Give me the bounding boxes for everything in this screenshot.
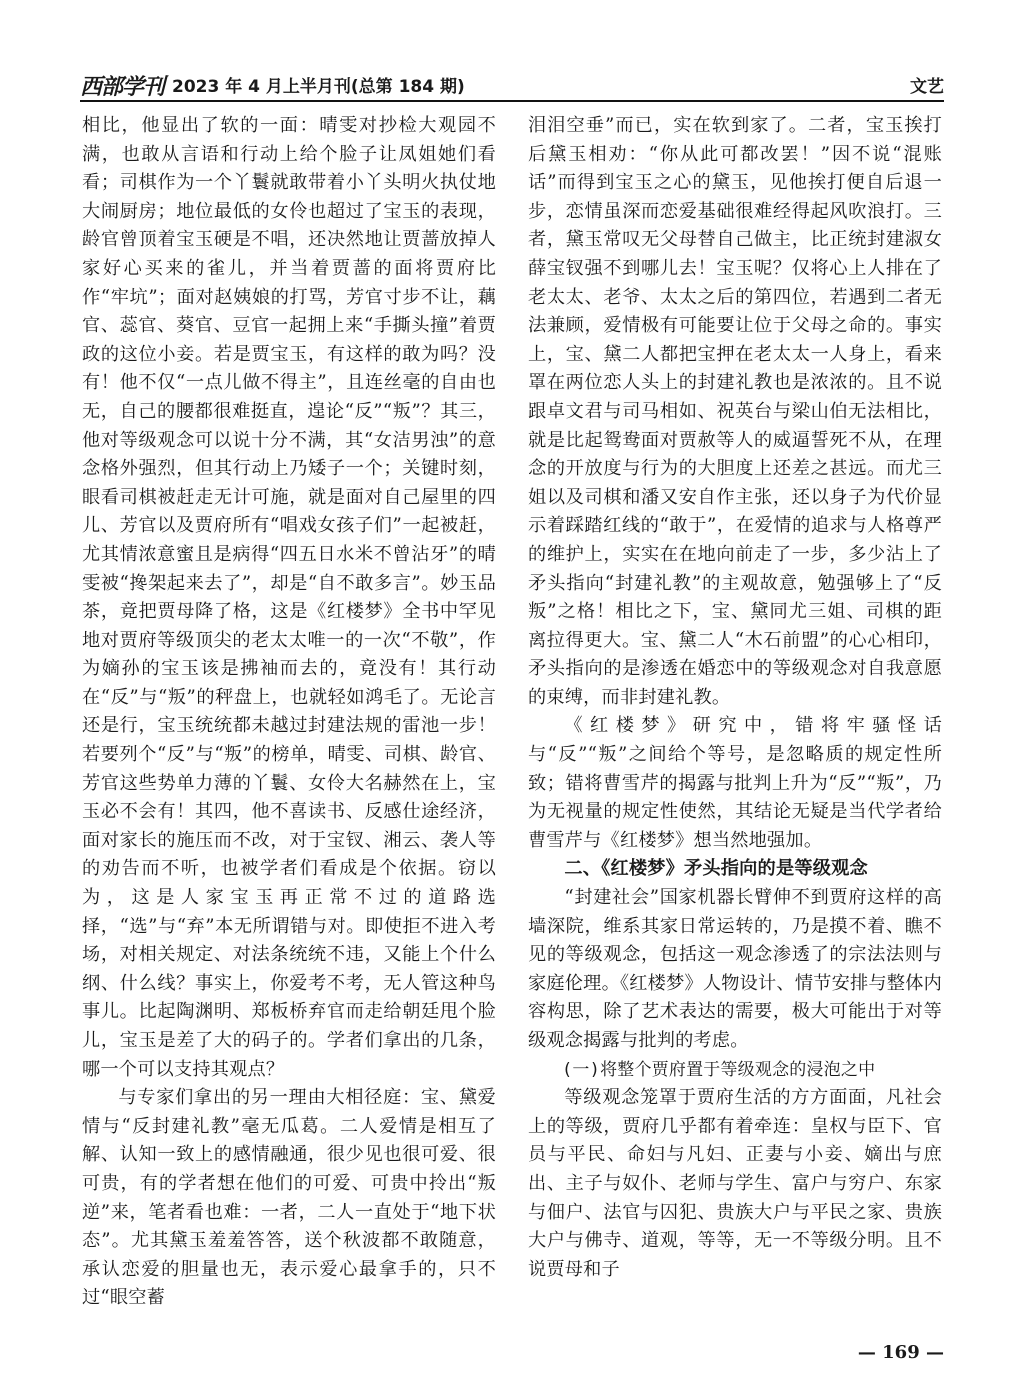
running-header (80, 66, 944, 100)
section-name: 文艺 (910, 77, 944, 97)
paragraph: 《红楼梦》研究中，错将牢骚怪话与“反”“叛”之间给个等号，是忽略质的规定性所致；错将曹雪芹的揭露与批判上升为“反”“叛”，乃为无视量的规定性使然，其结论无疑是当代学者给曹雪芹与《红楼梦》想当然地强加。 (528, 715, 942, 851)
subsection-heading: (一)将整个贾府置于等级观念的浸泡之中 (562, 1059, 876, 1080)
paragraph: “封建社会”国家机器长臂伸不到贾府这样的高墙深院，维系其家日常运转的，乃是摸不着、瞧不见的等级观念，包括这一观念渗透了的宗法法则与家庭伦理。《红楼梦》人物设计、情节安排与整体内容构思，除了艺术表达的需要，极大可能出于对等级观念揭露与批判的考虑。 (528, 887, 942, 1051)
issue-info: 2023 年 4 月上半月刊(总第 184 期) (172, 77, 465, 97)
page-number: — 169 — (857, 1342, 944, 1363)
header-rule (80, 100, 944, 102)
journal-logo: 西部学刊 (80, 74, 165, 100)
paragraph: 与专家们拿出的另一理由大相径庭：宝、黛爱情与“反封建礼教”毫无瓜葛。二人爱情是相互了解、认知一致上的感情融通，很少见也很可爱、很可贵，有的学者想在他们的可爱、可贵中拎出“叛逆”来，笔者看也难：一者，二人一直处于“地下状态”。尤其黛玉羞羞答答，送个秋波都不敢随意，承认恋爱的胆量也无，表示爱心最拿手的，只不过“眼空蓄 (82, 1087, 496, 1309)
left-column (82, 112, 496, 1313)
paragraph: 相比，他显出了软的一面：晴雯对抄检大观园不满，也敢从言语和行动上给个脸子让凤姐她们看看；司棋作为一个丫鬟就敢带着小丫头明火执仗地大闹厨房；地位最低的女伶也超过了宝玉的表现，龄官曾顶着宝玉硬是不唱，还决然地让贾蔷放掉人家好心买来的雀儿，并当着贾蔷的面将贾府比作“牢坑”；面对赵姨娘的打骂，芳官寸步不让，藕官、蕊官、葵官、豆官一起拥上来“手撕头撞”着贾政的这位小妾。若是贾宝玉，有这样的敢为吗？没有！他不仅“一点儿做不得主”，且连丝毫的自由也无，自己的腰都很难挺直，遑论“反”“叛”？其三，他对等级观念可以说十分不满，其“女洁男浊”的意念格外强烈，但其行动上乃矮子一个；关键时刻，眼看司棋被赶走无计可施，就是面对自己屋里的四儿、芳官以及贾府所有“唱戏女孩子们”一起被赶，尤其情浓意蜜且是病得“四五日水米不曾沾牙”的晴雯被“搀架起来去了”，却是“自不敢多言”。妙玉品茶，竟把贾母降了格，这是《红楼梦》全书中罕见地对贾府等级顶尖的老太太唯一的一次“不敬”，作为嫡孙的宝玉该是拂袖而去的，竟没有！其行动在“反”与“叛”的秤盘上，也就轻如鸿毛了。无论言还是行，宝玉统统都未越过封建法规的雷池一步！若要列个“反”与“叛”的榜单，晴雯、司棋、龄官、芳官这些势单力薄的丫鬟、女伶大名赫然在上，宝玉必不会有！其四，他不喜读书、反感仕途经济，面对家长的施压而不改，对于宝钗、湘云、袭人等的劝告而不听，也被学者们看成是个依据。窃以为，这是人家宝玉再正常不过的道路选择，“选”与“弃”本无所谓错与对。即使拒不进入考场，对相关规定、对法条统统不违，又能上个什么纲、什么线？事实上，你爱考不考，无人管这种鸟事儿。比起陶渊明、郑板桥弃官而走给朝廷甩个脸儿，宝玉是差了大的码子的。学者们拿出的几条，哪一个可以支持其观点？ (82, 115, 496, 1080)
right-column (528, 112, 942, 1284)
section-heading: 二、《红楼梦》矛头指向的是等级观念 (564, 858, 868, 880)
paragraph: 等级观念笼罩于贾府生活的方方面面，凡社会上的等级，贾府几乎都有着牵连：皇权与臣下、官员与平民、命妇与凡妇、正妻与小妾、嫡出与庶出、主子与奴仆、老师与学生、富户与穷户、东家与佃户、法官与囚犯、贵族大户与平民之家、贵族大户与佛寺、道观，等等，无一不等级分明。且不说贾母和子 (528, 1087, 942, 1280)
paragraph: 泪泪空垂”而已，实在软到家了。二者，宝玉挨打后黛玉相劝：“你从此可都改罢！”因不说“混账话”而得到宝玉之心的黛玉，见他挨打便自后退一步，恋情虽深而恋爱基础很难经得起风吹浪打。三者，黛玉常叹无父母替自己做主，比正统封建淑女薛宝钗强不到哪儿去！宝玉呢？仅将心上人排在了老太太、老爷、太太之后的第四位，若遇到二者无法兼顾，爱情极有可能要让位于父母之命的。事实上，宝、黛二人都把宝押在老太太一人身上，看来罩在两位恋人头上的封建礼教也是浓浓的。且不说跟卓文君与司马相如、祝英台与梁山伯无法相比，就是比起鸳鸯面对贾赦等人的威逼誓死不从，在理念的开放度与行为的大胆度上还差之甚远。而尤三姐以及司棋和潘又安自作主张，还以身子为代价显示着踩踏红线的“敢于”，在爱情的追求与人格尊严的维护上，实实在在地向前走了一步，多少沾上了矛头指向“封建礼教”的主观故意，勉强够上了“反叛”之格！相比之下，宝、黛同尤三姐、司棋的距离拉得更大。宝、黛二人“木石前盟”的心心相印，矛头指向的是渗透在婚恋中的等级观念对自我意愿的束缚，而非封建礼教。 (528, 115, 942, 708)
